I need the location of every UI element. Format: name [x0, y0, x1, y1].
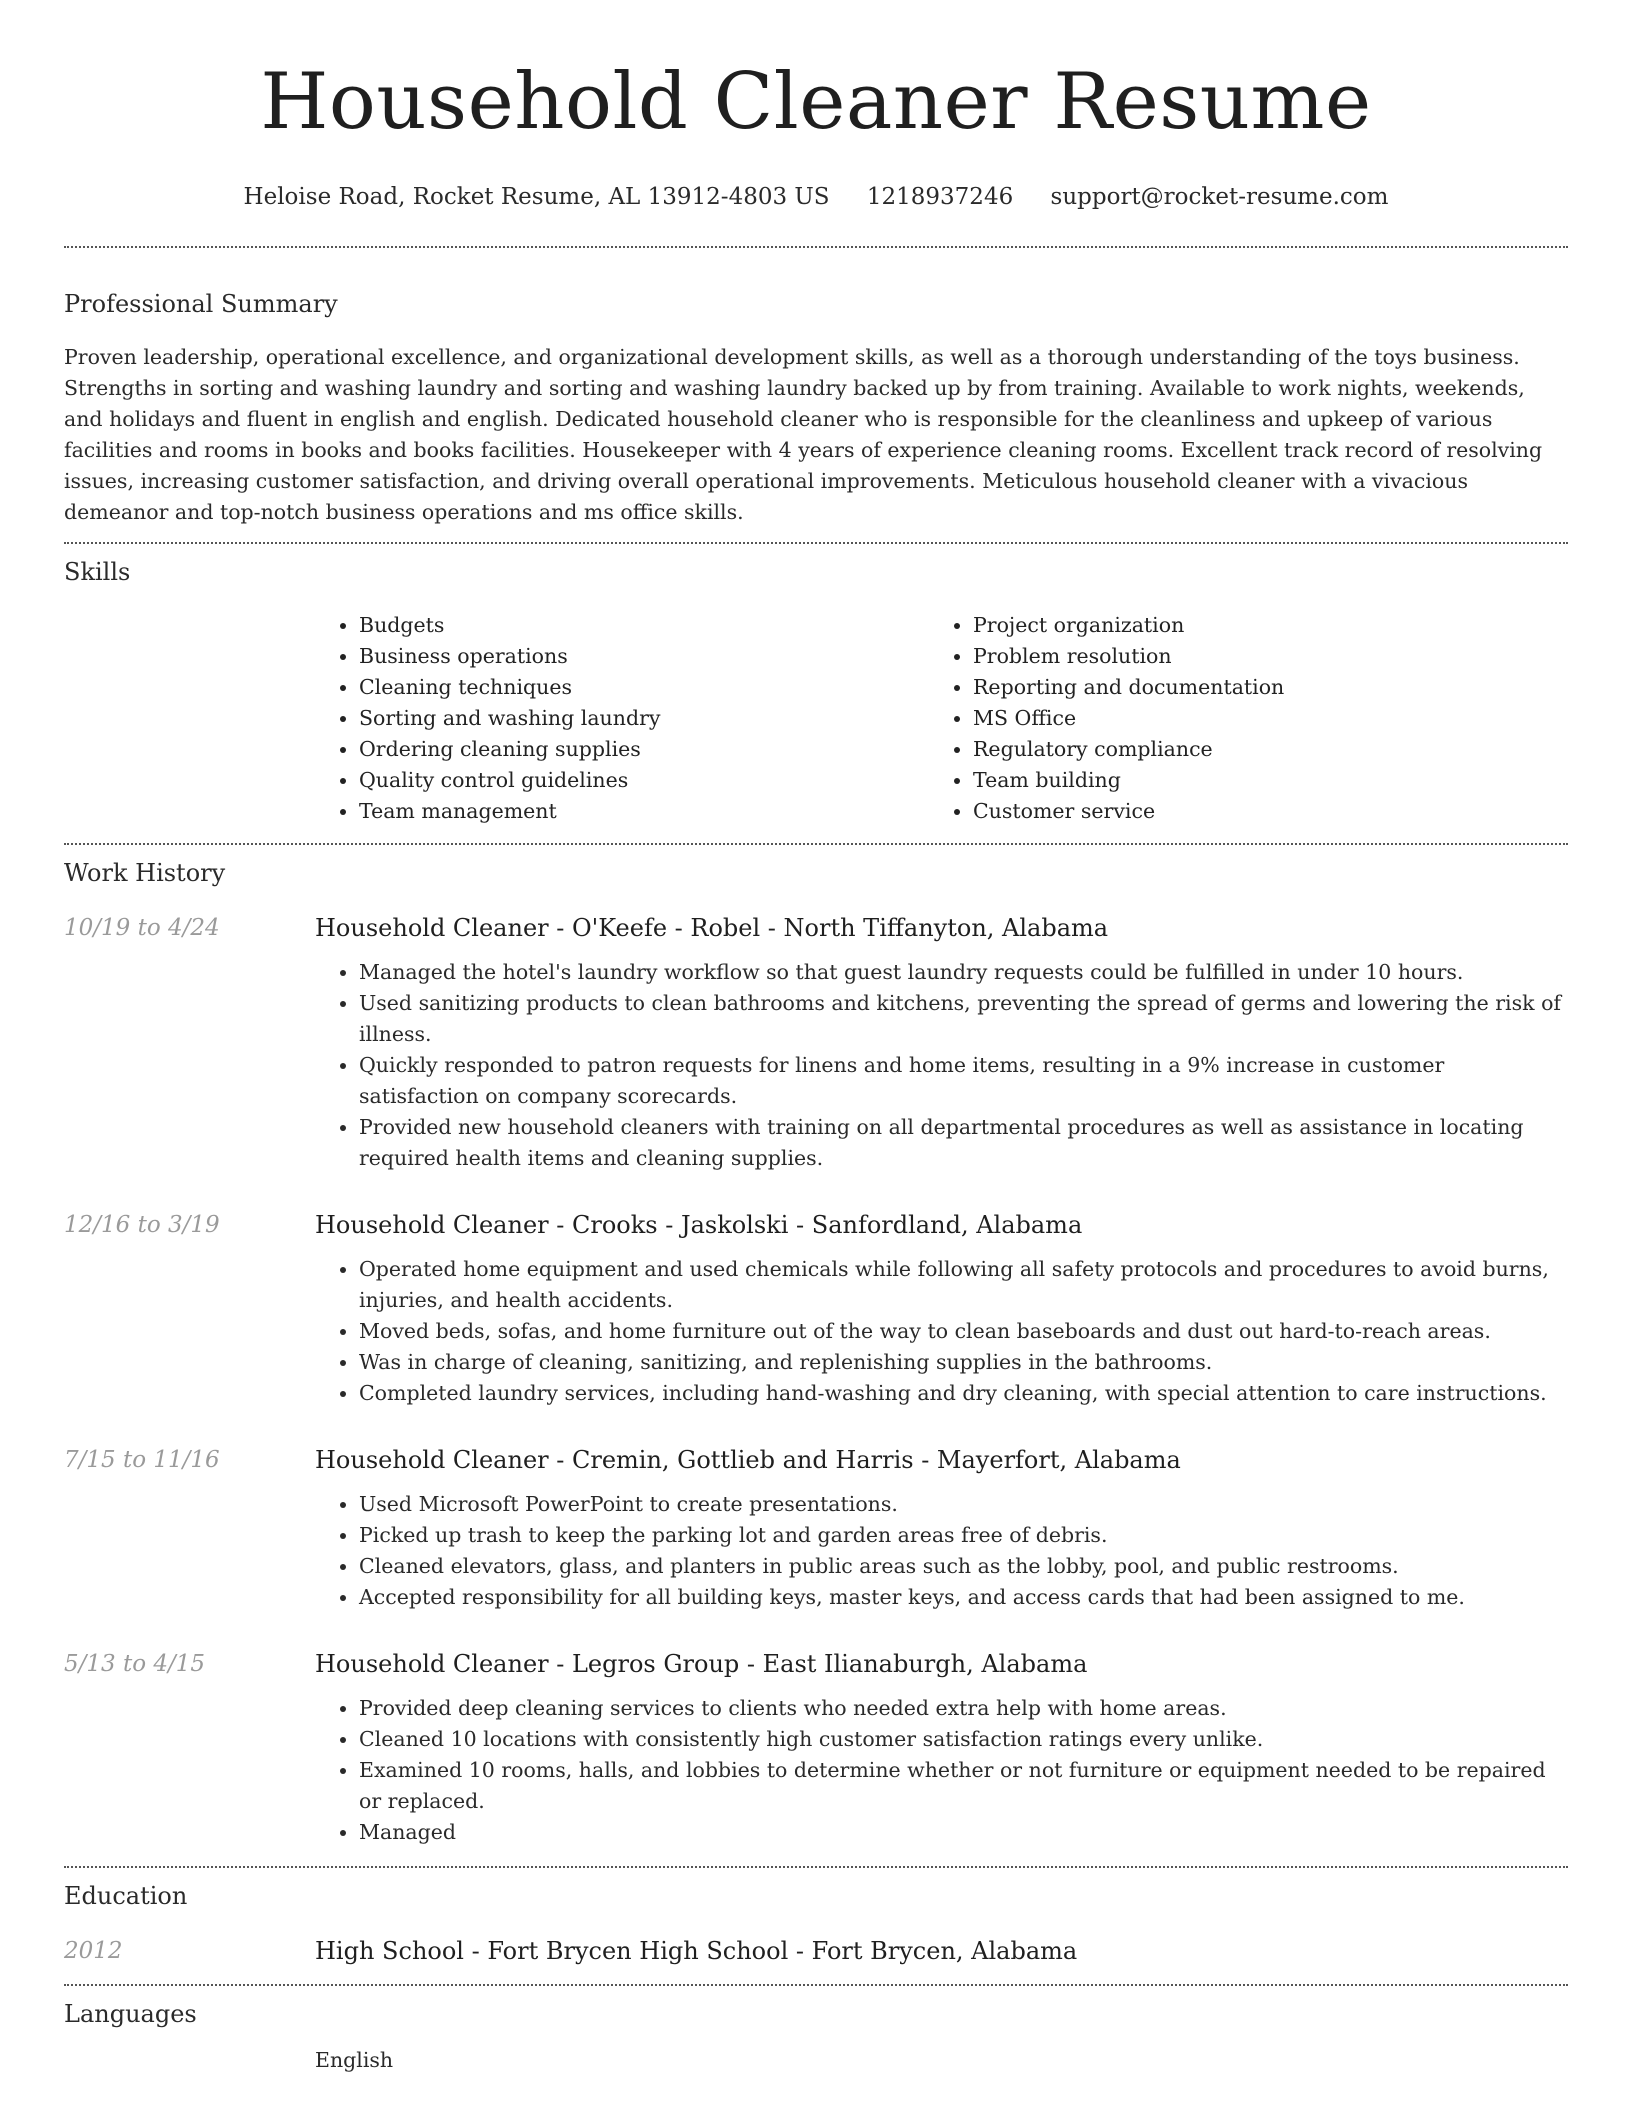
languages-heading: Languages — [64, 2000, 197, 2028]
skill-item: • Quality control guidelines — [359, 765, 929, 796]
contact-line — [64, 182, 1568, 212]
skills-column-right — [929, 610, 1543, 827]
job-bullet: • Was in charge of cleaning, sanitizing, and replenishing supplies in the bathrooms. — [359, 1347, 1568, 1378]
skills-heading: Skills — [64, 558, 131, 586]
job-bullets — [315, 1254, 1568, 1409]
job-body — [315, 913, 1568, 1174]
skill-item: • Regulatory compliance — [973, 734, 1543, 765]
skill-item: • Customer service — [973, 796, 1543, 827]
job-bullet: • Cleaned elevators, glass, and planters in public areas such as the lobby, pool, and public restrooms. — [359, 1551, 1568, 1582]
skills-list — [315, 610, 1568, 827]
phone: 1218937246 — [866, 184, 1014, 210]
divider — [64, 1984, 1568, 1986]
summary-heading: Professional Summary — [64, 290, 338, 318]
skill-item: • Project organization — [973, 610, 1543, 641]
job-bullet: • Moved beds, sofas, and home furniture out of the way to clean baseboards and dust out hard-to-reach areas. — [359, 1316, 1568, 1347]
job-title: Household Cleaner - Crooks - Jaskolski - Sanfordland, Alabama — [315, 1211, 1083, 1239]
job-entry — [64, 913, 1568, 1174]
resume-title: Household Cleaner Resume — [260, 57, 1372, 147]
summary-section — [64, 288, 1568, 528]
skill-item: • MS Office — [973, 703, 1543, 734]
job-bullet: • Cleaned 10 locations with consistently high customer satisfaction ratings every unlike. — [359, 1724, 1568, 1755]
skill-item: • Team management — [359, 796, 929, 827]
job-bullets — [315, 1489, 1568, 1613]
job-body — [315, 1649, 1568, 1848]
job-dates: 12/16 to 3/19 — [64, 1212, 220, 1238]
education-heading: Education — [64, 1882, 188, 1910]
education-title: High School - Fort Brycen High School - Fort Brycen, Alabama — [315, 1937, 1078, 1965]
languages-section — [64, 1998, 1568, 2072]
skill-item: • Problem resolution — [973, 641, 1543, 672]
job-title: Household Cleaner - Legros Group - East Ilianaburgh, Alabama — [315, 1650, 1088, 1678]
job-entry — [64, 1445, 1568, 1613]
job-bullet: • Accepted responsibility for all building keys, master keys, and access cards that had been assigned to me. — [359, 1582, 1568, 1613]
skill-item: • Team building — [973, 765, 1543, 796]
skills-column-left — [315, 610, 929, 827]
job-bullets — [315, 1693, 1568, 1848]
skill-item: • Budgets — [359, 610, 929, 641]
job-entry — [64, 1649, 1568, 1848]
job-bullet: • Provided new household cleaners with training on all departmental procedures as well as assistance in locating required health items and cleaning supplies. — [359, 1112, 1568, 1174]
divider — [64, 542, 1568, 544]
job-dates: 5/13 to 4/15 — [64, 1651, 206, 1677]
skill-item: • Business operations — [359, 641, 929, 672]
job-dates: 7/15 to 11/16 — [64, 1447, 220, 1473]
job-entry — [64, 1210, 1568, 1409]
job-dates: 10/19 to 4/24 — [64, 915, 220, 941]
job-bullet: • Used Microsoft PowerPoint to create presentations. — [359, 1489, 1568, 1520]
job-bullet: • Quickly responded to patron requests for linens and home items, resulting in a 9% increase in customer satisfaction on company scorecards. — [359, 1050, 1568, 1112]
divider — [64, 246, 1568, 248]
skill-item: • Reporting and documentation — [973, 672, 1543, 703]
job-bullet: • Operated home equipment and used chemicals while following all safety protocols and procedures to avoid burns, injuries, and health accidents. — [359, 1254, 1568, 1316]
job-title: Household Cleaner - O'Keefe - Robel - North Tiffanyton, Alabama — [315, 914, 1109, 942]
education-entry — [64, 1936, 1568, 1966]
job-bullet: • Used sanitizing products to clean bathrooms and kitchens, preventing the spread of germs and lowering the risk of illness. — [359, 988, 1568, 1050]
job-bullet: • Managed the hotel's laundry workflow so that guest laundry requests could be fulfilled in under 10 hours. — [359, 957, 1568, 988]
job-bullet: • Managed — [359, 1817, 1568, 1848]
divider — [64, 843, 1568, 845]
job-bullet: • Picked up trash to keep the parking lot and garden areas free of debris. — [359, 1520, 1568, 1551]
skills-section — [64, 556, 1568, 827]
job-body — [315, 1445, 1568, 1613]
skill-item: • Sorting and washing laundry — [359, 703, 929, 734]
skill-item: • Cleaning techniques — [359, 672, 929, 703]
email: support@rocket-resume.com — [1050, 184, 1389, 210]
summary-text: Proven leadership, operational excellence, and organizational development skills, as well as a thorough understanding of the toys business. Strengths in sorting and washing laundry and sorting and washing laundry backed up by from training. Available to work nights, weekends, and holidays and fluent in english and english. Dedicated household cleaner who is responsible for the cleanliness and upkeep of various facilities and rooms in books and books facilities. Housekeeper with 4 years of experience cleaning rooms. Excellent track record of resolving issues, increasing customer satisfaction, and driving overall operational improvements. Meticulous household cleaner with a vivacious demeanor and top-notch business operations and ms office skills. — [64, 345, 1543, 524]
work-section — [64, 857, 1568, 1848]
job-bullets — [315, 957, 1568, 1174]
education-year: 2012 — [64, 1938, 123, 1964]
job-body — [315, 1210, 1568, 1409]
job-bullet: • Provided deep cleaning services to clients who needed extra help with home areas. — [359, 1693, 1568, 1724]
work-heading: Work History — [64, 859, 226, 887]
skill-item: • Ordering cleaning supplies — [359, 734, 929, 765]
divider — [64, 1866, 1568, 1868]
job-bullet: • Completed laundry services, including hand-washing and dry cleaning, with special attention to care instructions. — [359, 1378, 1568, 1409]
address: Heloise Road, Rocket Resume, AL 13912-4803 US — [243, 184, 830, 210]
language-item: English — [315, 2048, 394, 2072]
job-bullet: • Examined 10 rooms, halls, and lobbies to determine whether or not furniture or equipment needed to be repaired or replaced. — [359, 1755, 1568, 1817]
education-section — [64, 1880, 1568, 1966]
job-title: Household Cleaner - Cremin, Gottlieb and Harris - Mayerfort, Alabama — [315, 1446, 1181, 1474]
